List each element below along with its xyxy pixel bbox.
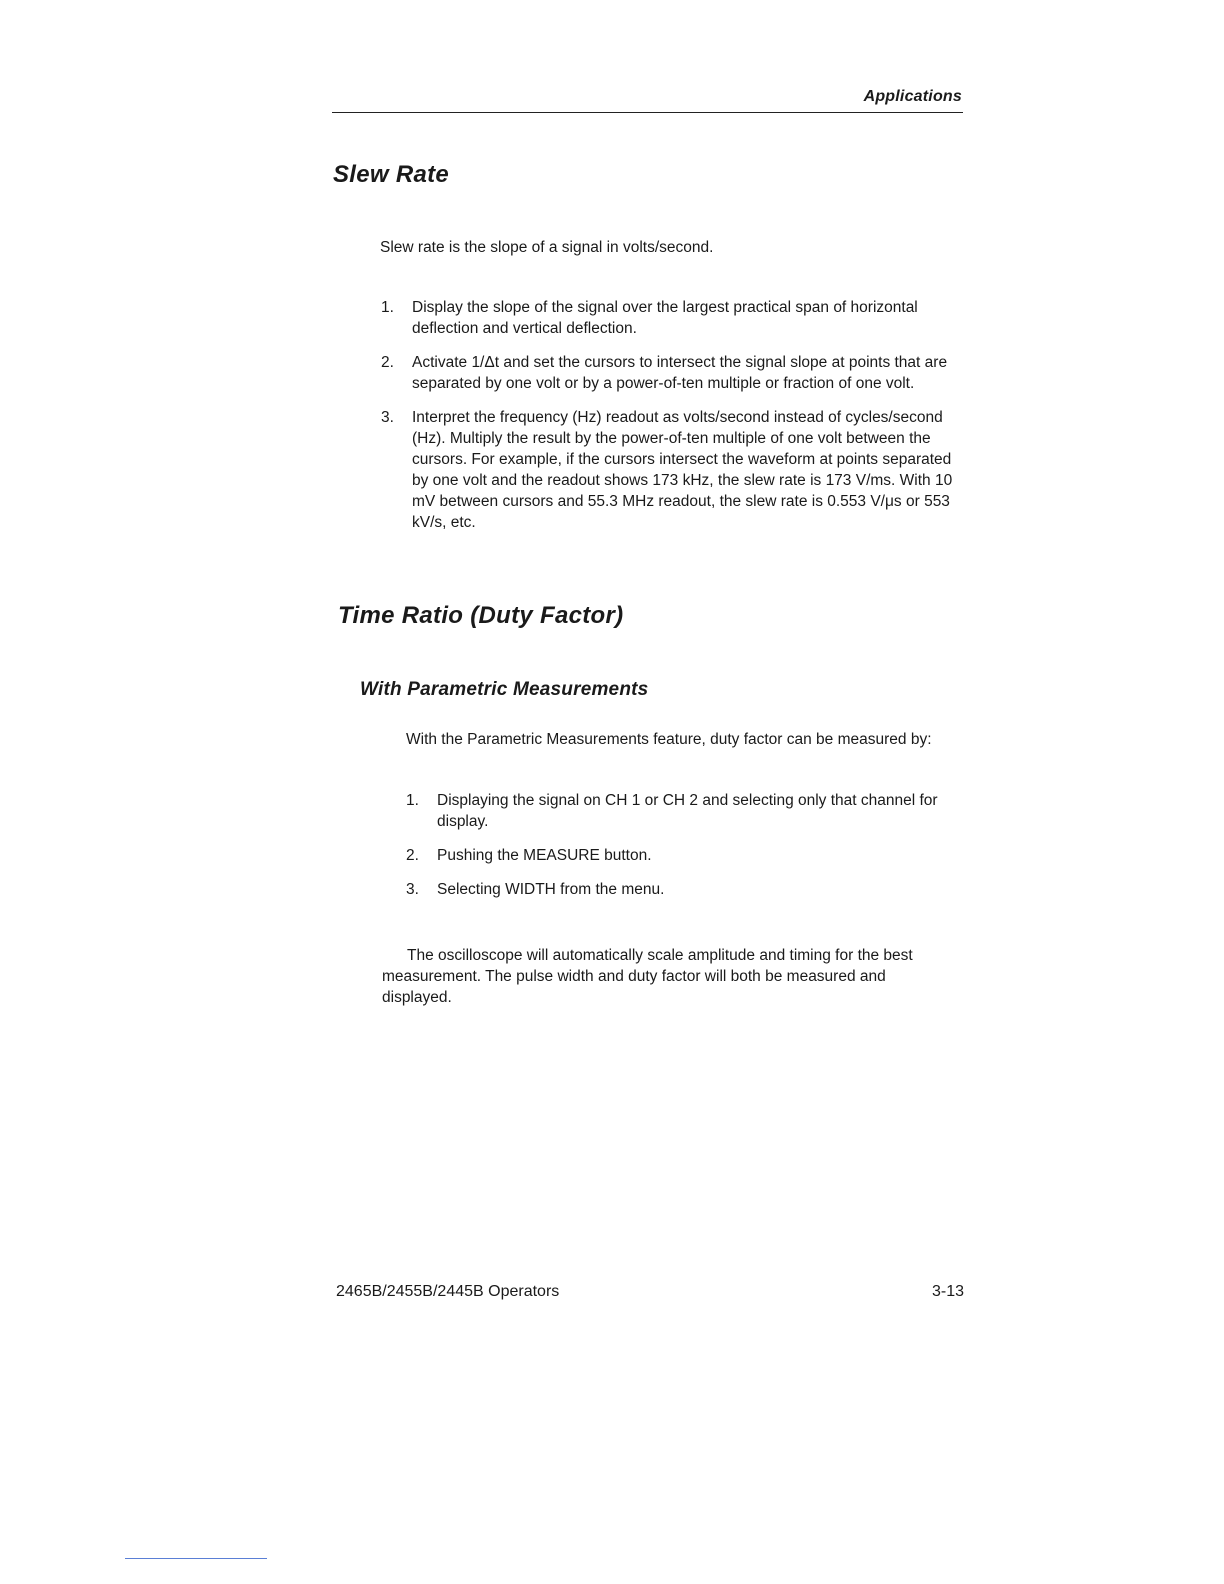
time-ratio-closing: The oscilloscope will automatically scale amplitude and timing for the best measurement. The pulse width and duty factor will both be measured and displayed.	[382, 947, 913, 1006]
list-item	[381, 297, 966, 339]
list-item-number: 3.	[406, 881, 419, 898]
section-title-time-ratio: Time Ratio (Duty Factor)	[338, 602, 624, 629]
list-item-number: 1.	[381, 299, 394, 316]
section-title-slew-rate: Slew Rate	[333, 161, 450, 188]
list-item	[406, 790, 966, 832]
list-item-number: 3.	[381, 409, 394, 426]
list-item	[381, 407, 966, 533]
list-item-text: Selecting WIDTH from the menu.	[437, 881, 665, 898]
list-item-number: 2.	[406, 847, 419, 864]
list-item-number: 2.	[381, 354, 394, 371]
subsection-title-parametric: With Parametric Measurements	[360, 679, 649, 700]
list-item-number: 1.	[406, 792, 419, 809]
running-head-title: Applications	[863, 88, 962, 105]
running-head	[332, 86, 963, 113]
list-item-text: Displaying the signal on CH 1 or CH 2 and selecting only that channel for display.	[437, 792, 938, 830]
footer-page-number: 3-13	[931, 1283, 964, 1300]
list-item-text: Display the slope of the signal over the largest practical span of horizontal deflection and vertical deflection.	[412, 299, 918, 337]
list-item	[406, 845, 966, 866]
list-item-text: Interpret the frequency (Hz) readout as volts/second instead of cycles/second (Hz). Multiply the result by the power-of-ten multiple of one volt between the cursors. For example, if the cursors intersect the waveform at points separated by one volt and the readout shows 173 kHz, the slew rate is 173 V/ms. With 10 mV between cursors and 55.3 MHz readout, the slew rate is 0.553 V/μs or 553 kV/s, etc.	[412, 409, 953, 531]
slew-rate-intro: Slew rate is the slope of a signal in volts/second.	[380, 239, 714, 256]
list-item-text: Pushing the MEASURE button.	[437, 847, 652, 864]
time-ratio-steps	[406, 790, 966, 913]
list-item	[406, 879, 966, 900]
list-item	[381, 352, 966, 394]
slew-rate-steps	[381, 297, 966, 546]
time-ratio-intro: With the Parametric Measurements feature, duty factor can be measured by:	[406, 731, 932, 748]
footer-manual-title: 2465B/2455B/2445B Operators	[336, 1283, 560, 1300]
scan-artifact-line	[125, 1558, 267, 1559]
list-item-text: Activate 1/Δt and set the cursors to intersect the signal slope at points that are separated by one volt or by a power-of-ten multiple or fraction of one volt.	[412, 354, 948, 392]
